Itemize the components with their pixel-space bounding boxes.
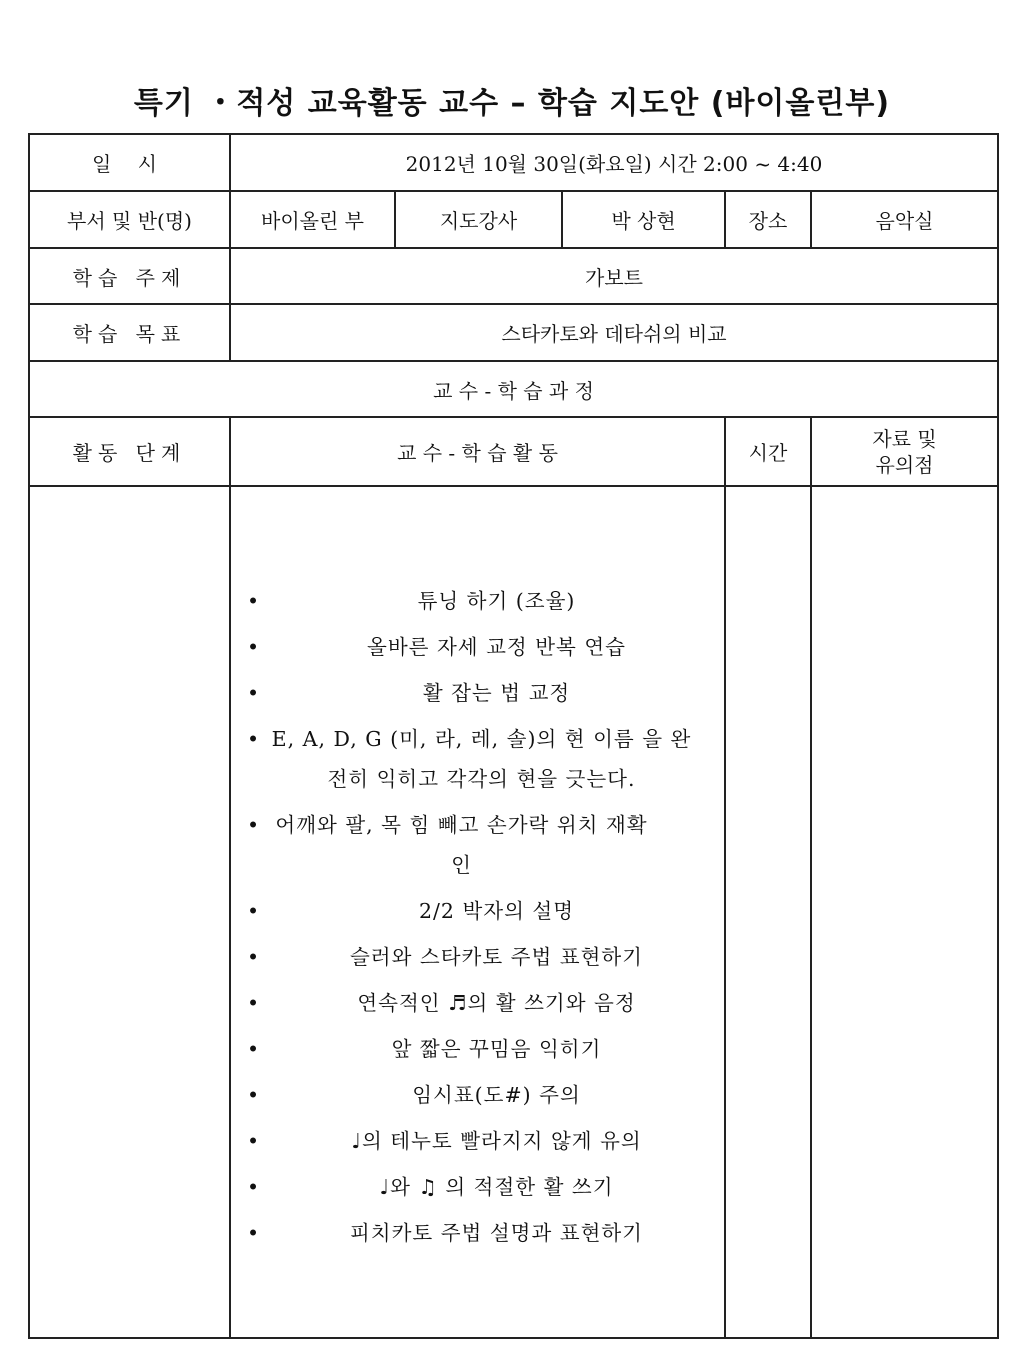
activity-item: • 임시표(도#) 주의 — [245, 1075, 724, 1115]
activity-list — [231, 565, 724, 1253]
process-header: 교 수 - 학 습 과 정 — [29, 361, 998, 417]
dept-label: 부서 및 반(명) — [29, 191, 230, 248]
teacher-label: 지도강사 — [395, 191, 562, 248]
place-value: 음악실 — [811, 191, 998, 248]
activity-item: • ♩와 ♫ 의 적절한 활 쓰기 — [245, 1167, 724, 1207]
activity-item: • 튜닝 하기 (조율) — [245, 581, 724, 621]
time-cell — [725, 486, 811, 1338]
teacher-value: 박 상현 — [562, 191, 725, 248]
goal-value: 스타카토와 데타쉬의 비교 — [230, 304, 998, 361]
activity-body-row — [29, 486, 998, 1338]
activity-item: • E, A, D, G (미, 라, 레, 솔)의 현 이름 을 완전히 익히고 각각의 현을 긋는다. — [245, 719, 724, 799]
process-header-row — [29, 361, 998, 417]
dept-row — [29, 191, 998, 248]
place-label: 장소 — [725, 191, 811, 248]
activity-item: • 2/2 박자의 설명 — [245, 891, 724, 931]
activity-item: • 슬러와 스타카토 주법 표현하기 — [245, 937, 724, 977]
materials-header-line2: 유의점 — [875, 452, 934, 477]
dept-value: 바이올린 부 — [230, 191, 395, 248]
column-header-row — [29, 417, 998, 486]
materials-cell — [811, 486, 998, 1338]
lesson-plan-table — [28, 133, 999, 1339]
activity-item: • ♩의 테누토 빨라지지 않게 유의 — [245, 1121, 724, 1161]
stage-cell — [29, 486, 230, 1338]
date-label: 일 시 — [29, 134, 230, 191]
stage-header: 활동 단계 — [29, 417, 230, 486]
topic-row — [29, 248, 998, 304]
activity-item: • 피치카토 주법 설명과 표현하기 — [245, 1213, 724, 1253]
materials-header-line1: 자료 및 — [872, 426, 937, 451]
time-header: 시간 — [725, 417, 811, 486]
activity-item: • 올바른 자세 교정 반복 연습 — [245, 627, 724, 667]
activity-item: • 연속적인 ♬의 활 쓰기와 음정 — [245, 983, 724, 1023]
activity-item: • 앞 짧은 꾸밈음 익히기 — [245, 1029, 724, 1069]
topic-label: 학습 주제 — [29, 248, 230, 304]
goal-row — [29, 304, 998, 361]
activity-cell — [230, 486, 725, 1338]
date-value: 2012년 10월 30일(화요일) 시간 2:00 ~ 4:40 — [230, 134, 998, 191]
topic-value: 가보트 — [230, 248, 998, 304]
page-title: 특기 ・적성 교육활동 교수 – 학습 지도안 (바이올린부) — [133, 86, 891, 121]
goal-label: 학습 목표 — [29, 304, 230, 361]
materials-header — [811, 417, 998, 486]
activity-item: • 어깨와 팔, 목 힘 빼고 손가락 위치 재확인 — [245, 805, 724, 885]
activity-item: • 활 잡는 법 교정 — [245, 673, 724, 713]
date-row — [29, 134, 998, 191]
activity-header: 교 수 - 학 습 활 동 — [230, 417, 725, 486]
